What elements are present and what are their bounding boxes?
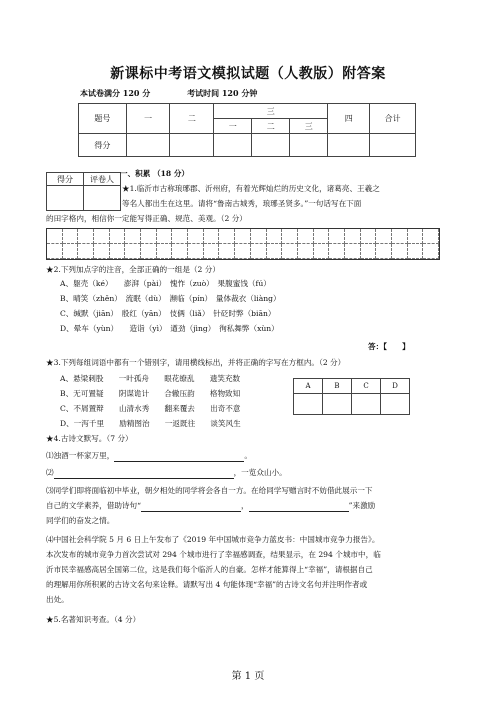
score-cell[interactable] xyxy=(126,134,170,157)
grid-cell[interactable] xyxy=(94,229,110,244)
blank-line[interactable] xyxy=(54,469,234,479)
grid-cell[interactable] xyxy=(125,244,141,259)
q2-option-b: B、晴笑（zhěn） 流眠（dù） 濒临（pín） 量体裁衣（liàng） xyxy=(60,294,281,303)
score-cell[interactable] xyxy=(328,134,370,157)
grid-cell[interactable] xyxy=(141,244,157,259)
grid-cell[interactable] xyxy=(408,229,424,244)
grader-reviewer-label: 评卷人 xyxy=(84,173,121,186)
grid-cell[interactable] xyxy=(94,244,110,259)
grid-cell[interactable] xyxy=(282,244,298,259)
grid-cell[interactable] xyxy=(361,244,377,259)
grid-cell[interactable] xyxy=(282,229,298,244)
grid-cell[interactable] xyxy=(172,229,188,244)
q4-item4-line3: 沂市民幸福感高居全国第二位，这是我们每个临沂人的自豪。怎样才能算得上“幸福”，请根据自己 xyxy=(46,565,373,574)
grader-reviewer-cell[interactable] xyxy=(84,186,121,211)
q4-item3-line3: 同学们的奋发之情。 xyxy=(46,516,115,525)
score-col-3: 三 xyxy=(214,104,328,119)
grid-cell[interactable] xyxy=(188,244,204,259)
q3-answer-cell[interactable] xyxy=(294,394,323,415)
grid-cell[interactable] xyxy=(314,229,330,244)
grid-cell[interactable] xyxy=(251,244,267,259)
grid-cell[interactable] xyxy=(376,229,392,244)
grid-cell[interactable] xyxy=(110,229,126,244)
grader-score-label: 得分 xyxy=(47,173,84,186)
grid-cell[interactable] xyxy=(157,244,173,259)
blank-line[interactable] xyxy=(141,502,241,512)
q4-item4-line1: ⑷中国社会科学院 5 月 6 日上午发布了《2019 年中国城市竞争力蓝皮书：中国城市竞争力报告》。 xyxy=(46,535,380,544)
q4-item1 xyxy=(46,449,252,462)
q4-item2 xyxy=(46,466,287,479)
q3-col-d: D xyxy=(381,379,410,394)
q2-answer[interactable]: 答：【 】 xyxy=(368,342,410,351)
blank-line[interactable] xyxy=(114,452,244,462)
q4-item2-text: ⑵ xyxy=(46,468,54,477)
q3-col-b: B xyxy=(323,379,352,394)
q4-item3-l2c: ”来激励 xyxy=(348,501,376,510)
grid-cell[interactable] xyxy=(408,244,424,259)
grid-cell[interactable] xyxy=(251,229,267,244)
q1-line3: 的田字格内，相信你一定能写得正确、规范、美观。（2 分） xyxy=(46,214,247,223)
grid-cell[interactable] xyxy=(47,229,63,244)
grid-cell[interactable] xyxy=(267,244,283,259)
q4-item4-line4: 的理解用你所积累的古诗文名句来诠释。请默写出 4 句能体现“幸福”的古诗文名句并注明作者或 xyxy=(46,580,368,589)
grader-box xyxy=(46,172,121,211)
q3-answer-cell[interactable] xyxy=(381,394,410,415)
grid-cell[interactable] xyxy=(188,229,204,244)
grid-cell[interactable] xyxy=(392,229,408,244)
grid-cell[interactable] xyxy=(267,229,283,244)
writing-grid[interactable] xyxy=(46,228,440,260)
grid-cell[interactable] xyxy=(204,244,220,259)
grader-score-cell[interactable] xyxy=(47,186,84,211)
grid-cell[interactable] xyxy=(78,244,94,259)
grid-cell[interactable] xyxy=(392,244,408,259)
grid-cell[interactable] xyxy=(298,244,314,259)
grid-cell[interactable] xyxy=(235,244,251,259)
blank-line[interactable] xyxy=(249,502,349,512)
q4-stem: ★4.古诗文默写。（7 分） xyxy=(46,434,133,443)
grid-cell[interactable] xyxy=(110,244,126,259)
full-score: 本试卷满分 120 分 xyxy=(80,88,151,98)
q2-option-a: A、躯壳（ké） 澎湃（pài） 愧怍（zuò） 果腹蜜饯（fú） xyxy=(60,279,271,288)
score-sub-1: 一 xyxy=(214,119,252,134)
score-cell[interactable] xyxy=(214,134,252,157)
score-sub-3: 三 xyxy=(290,119,328,134)
page-number: 第 1 页 xyxy=(231,671,265,682)
grid-cell[interactable] xyxy=(63,244,79,259)
grid-cell[interactable] xyxy=(345,244,361,259)
q3-answer-cell[interactable] xyxy=(352,394,381,415)
grid-cell[interactable] xyxy=(376,244,392,259)
q3-answer-cell[interactable] xyxy=(323,394,352,415)
q4-item3-line2 xyxy=(46,499,375,512)
grid-cell[interactable] xyxy=(329,229,345,244)
q3-option-c: C、不屑置辩 山清水秀 翻来覆去 出奇不意 xyxy=(60,404,241,413)
grid-cell[interactable] xyxy=(63,229,79,244)
score-table xyxy=(78,103,416,157)
q2-stem: ★2.下列加点字的注音，全部正确的一组是（2 分） xyxy=(46,265,220,274)
q4-item3-l2a: 自己的文学素养，借助诗句“ xyxy=(46,501,142,510)
grid-cell[interactable] xyxy=(235,229,251,244)
grid-cell[interactable] xyxy=(219,229,235,244)
q4-item4-line2: 本次发布的城市竞争力首次尝试对 294 个城市进行了幸福感调查，结果显示，在 294 个城市中，临 xyxy=(46,550,381,559)
score-header: 题号 xyxy=(79,104,127,134)
q3-stem: ★3.下列每组词语中都有一个错别字，请用横线标出，并将正确的字写在方框内。（2 分） xyxy=(46,358,346,367)
q1-line1: ★1.临沂市古称琅琊郡、沂州府，有着光辉灿烂的历史文化，诸葛亮、王羲之 xyxy=(122,184,380,193)
q4-item1-end: 。 xyxy=(244,451,252,460)
q2-option-d: D、晕车（yùn） 造诣（yì） 遒劲（jìng） 徇私舞弊（xùn） xyxy=(60,324,279,333)
grid-cell[interactable] xyxy=(78,229,94,244)
score-col-4: 四 xyxy=(328,104,370,134)
score-col-2: 二 xyxy=(170,104,214,134)
q4-item3-l2b: ， xyxy=(241,501,249,510)
grid-cell[interactable] xyxy=(47,244,63,259)
grid-cell[interactable] xyxy=(329,244,345,259)
q4-item4-line5: 出处。 xyxy=(46,595,69,604)
score-cell[interactable] xyxy=(370,134,416,157)
exam-time: 考试时间 120 分钟 xyxy=(187,88,258,98)
grid-cell[interactable] xyxy=(423,244,439,259)
score-row-label: 得分 xyxy=(79,134,127,157)
grid-cell[interactable] xyxy=(125,229,141,244)
q3-answer-table xyxy=(293,378,410,415)
grid-cell[interactable] xyxy=(298,229,314,244)
grid-cell[interactable] xyxy=(219,244,235,259)
q4-item2-end: ，一览众山小。 xyxy=(233,468,287,477)
exam-info xyxy=(80,88,291,99)
grid-cell[interactable] xyxy=(204,229,220,244)
q4-item1-text: ⑴浊酒一杯家万里， xyxy=(46,451,115,460)
score-cell[interactable] xyxy=(252,134,290,157)
score-cell[interactable] xyxy=(170,134,214,157)
q2-option-c: C、缄默（jiān） 殷红（yān） 伎俩（liǎ） 针砭时弊（biān） xyxy=(60,309,276,318)
grid-cell[interactable] xyxy=(361,229,377,244)
page-title: 新课标中考语文模拟试题（人教版）附答案 xyxy=(110,66,386,82)
grid-cell[interactable] xyxy=(157,229,173,244)
section-1-heading: 一、积累 （18 分） xyxy=(120,169,190,178)
score-cell[interactable] xyxy=(290,134,328,157)
q3-option-d: D、一泻千里 励精图治 一返既往 谈笑风生 xyxy=(60,419,241,428)
grid-cell[interactable] xyxy=(345,229,361,244)
q4-item3-line1: ⑶同学们即将面临初中毕业，朝夕相处的同学将会各自一方。在给同学写赠言时不妨借此展示一下 xyxy=(46,486,373,495)
q5-stem: ★5.名著知识考查。（4 分） xyxy=(46,615,141,624)
grid-cell[interactable] xyxy=(423,229,439,244)
grid-cell[interactable] xyxy=(141,229,157,244)
q3-col-a: A xyxy=(294,379,323,394)
q3-col-c: C xyxy=(352,379,381,394)
score-sub-2: 二 xyxy=(252,119,290,134)
grid-cell[interactable] xyxy=(314,244,330,259)
grid-cell[interactable] xyxy=(172,244,188,259)
q1-line2: 等名人都出生在这里。请将“鲁南古城秀，琅琊圣贤多。”一句话写在下面 xyxy=(122,199,362,208)
q3-option-b: B、无可置疑 阴谋诡计 合辙压韵 格物致知 xyxy=(60,389,241,398)
score-total: 合计 xyxy=(370,104,416,134)
q3-option-a: A、悬梁刺股 一叶孤舟 眼花缭乱 遗笑充数 xyxy=(60,374,241,383)
score-col-1: 一 xyxy=(126,104,170,134)
